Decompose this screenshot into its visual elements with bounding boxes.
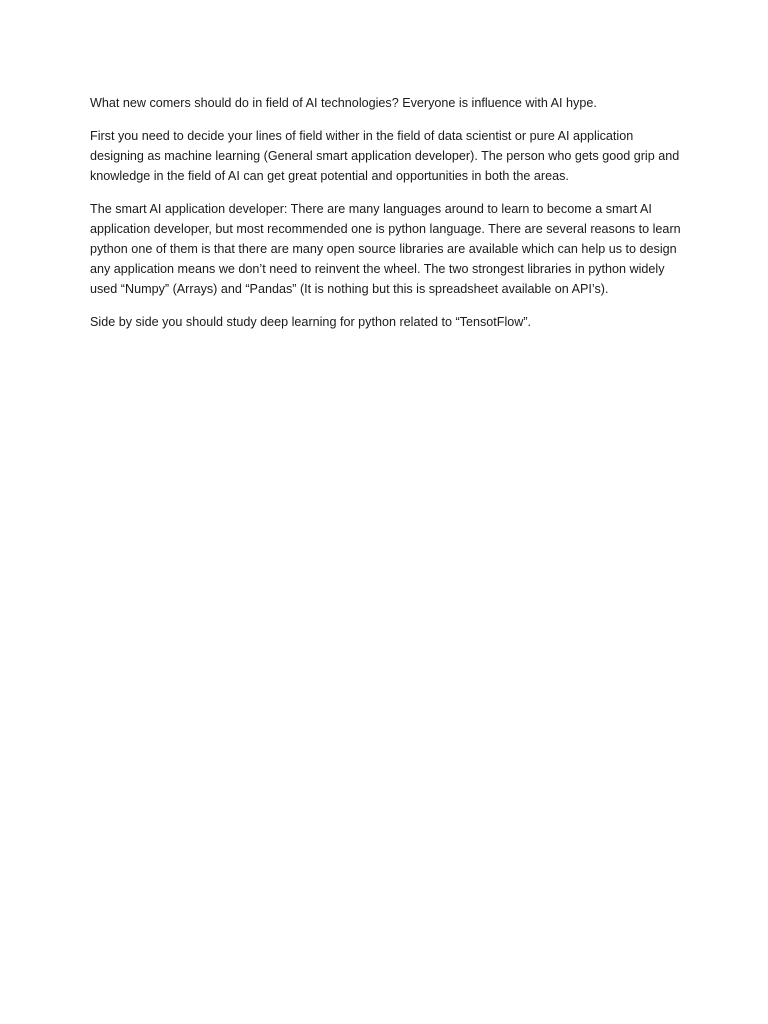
paragraph-deep-learning: Side by side you should study deep learning for python related to “TensotFlow”.	[90, 315, 532, 329]
paragraph-choose-field: First you need to decide your lines of field wither in the field of data scientist or pure AI application designing as machine learning (General smart application developer). The person who gets good grip and knowledge in the field of AI can get great potential and opportunities in both the areas.	[90, 129, 680, 183]
paragraph-intro-question: What new comers should do in field of AI technologies? Everyone is influence with AI hype.	[90, 96, 597, 110]
document-body	[90, 93, 690, 345]
paragraph-smart-ai-developer: The smart AI application developer: There are many languages around to learn to become a smart AI application developer, but most recommended one is python language. There are several reasons to learn python one of them is that there are many open source libraries are available which can help us to design any application means we don’t need to reinvent the wheel. The two strongest libraries in python widely used “Numpy” (Arrays) and “Pandas” (It is nothing but this is spreadsheet available on API’s).	[90, 202, 681, 296]
